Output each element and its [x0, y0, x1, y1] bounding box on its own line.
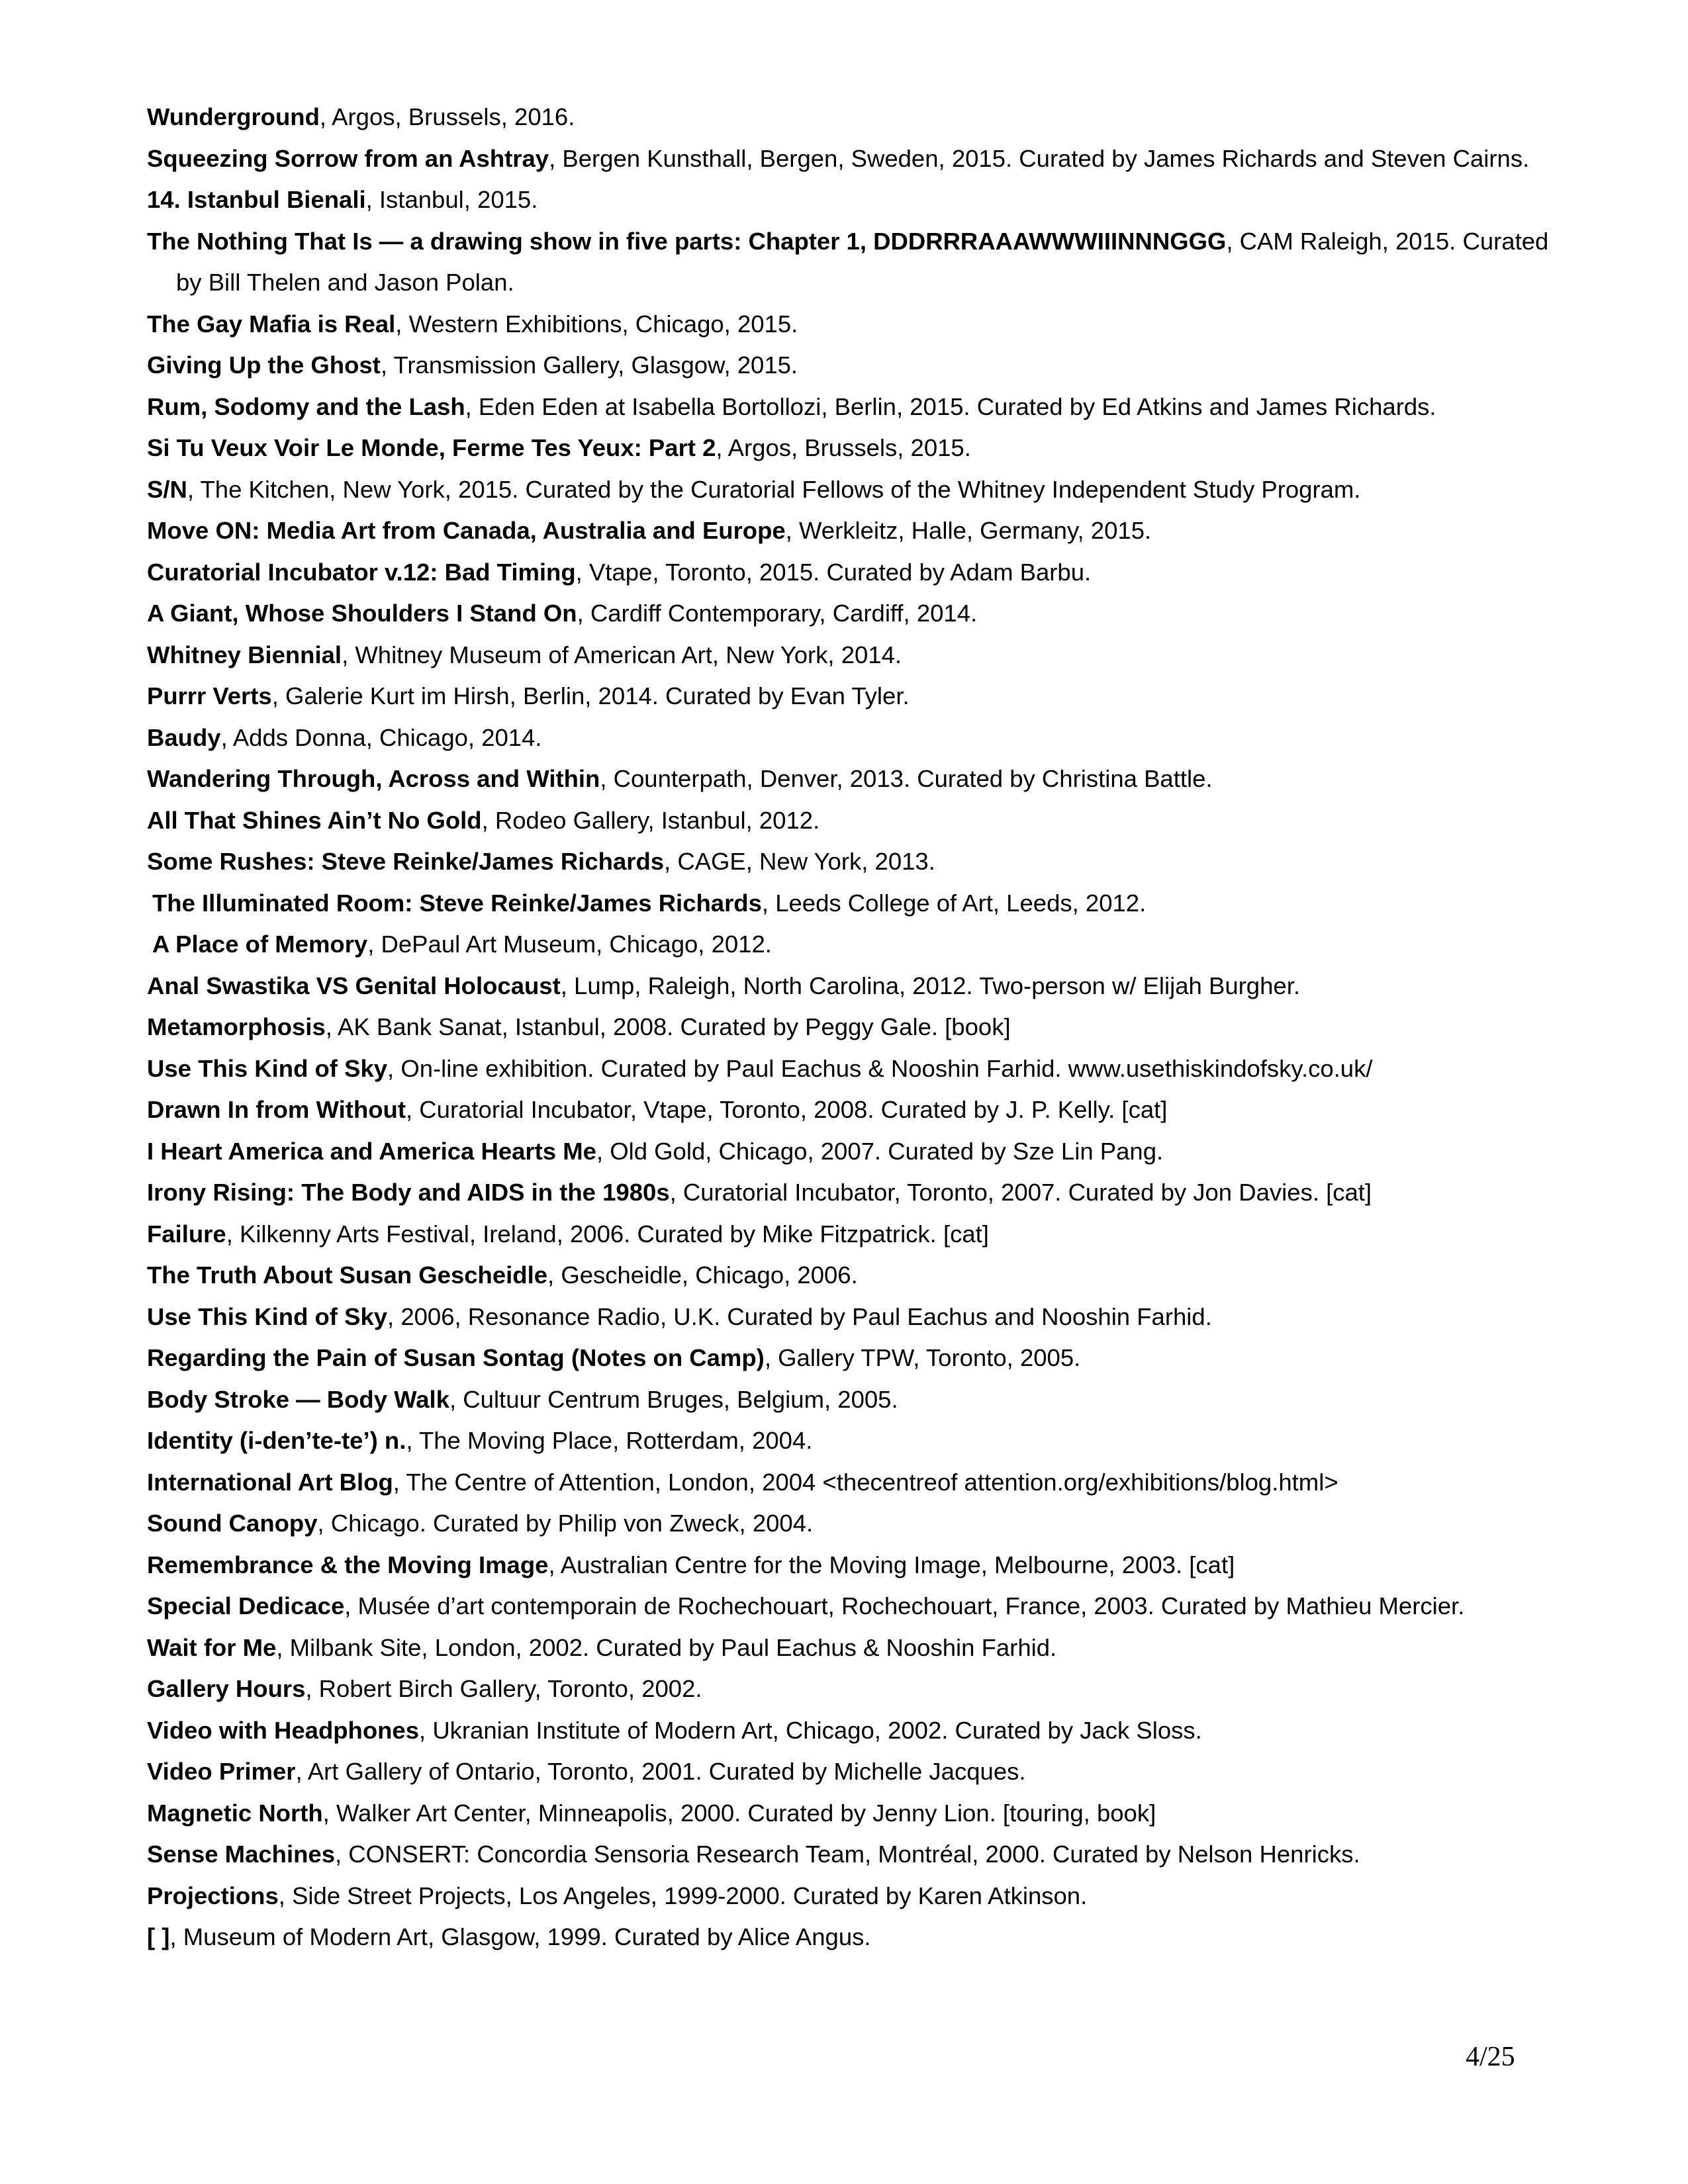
exhibition-details: , Walker Art Center, Minneapolis, 2000. Curated by Jenny Lion. [touring, book] [322, 1799, 1156, 1827]
exhibition-title: Use This Kind of Sky [147, 1302, 388, 1330]
exhibition-title: Anal Swastika VS Genital Holocaust [147, 972, 561, 999]
list-item [147, 1297, 1570, 1338]
exhibition-details: , Side Street Projects, Los Angeles, 1999-2000. Curated by Karen Atkinson. [278, 1882, 1088, 1909]
exhibition-title: The Truth About Susan Gescheidle [147, 1261, 548, 1289]
list-item [147, 1007, 1570, 1048]
list-item [147, 1710, 1570, 1752]
exhibition-title: Magnetic North [147, 1799, 323, 1827]
list-item [147, 1131, 1570, 1173]
exhibition-details: , Milbank Site, London, 2002. Curated by Paul Eachus & Nooshin Farhid. [276, 1633, 1057, 1661]
exhibition-details: , On-line exhibition. Curated by Paul Eachus & Nooshin Farhid. www.usethiskindofsky.co.uk/ [387, 1054, 1373, 1082]
list-item [147, 1420, 1570, 1462]
list-item [147, 1338, 1570, 1379]
exhibition-title: Video Primer [147, 1758, 296, 1785]
list-item [147, 883, 1570, 925]
exhibition-title: Sense Machines [147, 1841, 336, 1868]
list-item [147, 1627, 1570, 1669]
exhibition-details: , Werkleitz, Halle, Germany, 2015. [785, 517, 1152, 544]
list-item [147, 552, 1570, 594]
exhibition-details: , Curatorial Incubator, Toronto, 2007. Curated by Jon Davies. [cat] [669, 1179, 1372, 1206]
exhibition-title: Body Stroke — Body Walk [147, 1385, 449, 1413]
exhibition-details: , Gallery TPW, Toronto, 2005. [764, 1344, 1081, 1371]
list-item [147, 1462, 1570, 1504]
exhibition-details: , Vtape, Toronto, 2015. Curated by Adam Barbu. [575, 558, 1092, 586]
exhibition-title: Purrr Verts [147, 682, 272, 709]
list-item [147, 924, 1570, 966]
exhibition-list [147, 97, 1570, 1958]
exhibition-title: Use This Kind of Sky [147, 1054, 388, 1082]
exhibition-title: A Giant, Whose Shoulders I Stand On [147, 600, 577, 627]
exhibition-details: , Robert Birch Gallery, Toronto, 2002. [305, 1675, 702, 1702]
list-item [147, 510, 1570, 552]
exhibition-title: Identity (i-den’te-te’) n. [147, 1427, 406, 1454]
exhibition-details: , The Kitchen, New York, 2015. Curated by the Curatorial Fellows of the Whitney Independent Study Program. [187, 475, 1361, 503]
exhibition-details: , Cardiff Contemporary, Cardiff, 2014. [577, 600, 978, 627]
exhibition-title: Si Tu Veux Voir Le Monde, Ferme Tes Yeux: Part 2 [147, 434, 716, 461]
exhibition-title: Wait for Me [147, 1633, 277, 1661]
list-item [147, 345, 1570, 387]
exhibition-title: A Place of Memory [152, 931, 368, 958]
exhibition-title: The Nothing That Is — a drawing show in five parts: Chapter 1, DDDRRRAAAWWWIIINNNGGG [147, 227, 1227, 255]
exhibition-title: S/N [147, 475, 187, 503]
exhibition-details: , Whitney Museum of American Art, New York, 2014. [342, 641, 902, 668]
list-item [147, 841, 1570, 883]
exhibition-details: , Cultuur Centrum Bruges, Belgium, 2005. [449, 1385, 898, 1413]
exhibition-title: Sound Canopy [147, 1510, 318, 1537]
list-item [147, 1876, 1570, 1917]
exhibition-details: , Australian Centre for the Moving Image, Melbourne, 2003. [cat] [548, 1551, 1235, 1578]
exhibition-title: [ ] [147, 1923, 170, 1950]
exhibition-details: , Adds Donna, Chicago, 2014. [220, 723, 542, 751]
exhibition-details: , Argos, Brussels, 2015. [716, 434, 971, 461]
list-item [147, 1503, 1570, 1545]
list-item [147, 138, 1570, 180]
exhibition-title: Metamorphosis [147, 1013, 326, 1040]
exhibition-details: , Ukranian Institute of Modern Art, Chicago, 2002. Curated by Jack Sloss. [419, 1716, 1202, 1744]
exhibition-title: Rum, Sodomy and the Lash [147, 392, 465, 420]
exhibition-title: Regarding the Pain of Susan Sontag (Notes on Camp) [147, 1344, 765, 1371]
list-item [147, 758, 1570, 800]
exhibition-title: Move ON: Media Art from Canada, Australia and Europe [147, 517, 786, 544]
exhibition-details: , CAGE, New York, 2013. [664, 848, 935, 875]
exhibition-details: , Old Gold, Chicago, 2007. Curated by Sze Lin Pang. [596, 1137, 1164, 1165]
list-item [147, 1214, 1570, 1255]
list-item [147, 387, 1570, 428]
exhibition-details: , AK Bank Sanat, Istanbul, 2008. Curated by Peggy Gale. [book] [325, 1013, 1011, 1040]
exhibition-details: , Argos, Brussels, 2016. [319, 103, 575, 130]
exhibition-details: , Art Gallery of Ontario, Toronto, 2001. Curated by Michelle Jacques. [295, 1758, 1026, 1785]
exhibition-details: , Eden Eden at Isabella Bortollozi, Berlin, 2015. Curated by Ed Atkins and James Richards. [465, 392, 1436, 420]
exhibition-title: Video with Headphones [147, 1716, 420, 1744]
exhibition-title: Wunderground [147, 103, 320, 130]
list-item [147, 1751, 1570, 1793]
exhibition-title: All That Shines Ain’t No Gold [147, 806, 482, 834]
exhibition-title: Gallery Hours [147, 1675, 306, 1702]
exhibition-title: Failure [147, 1220, 226, 1248]
exhibition-details: , Lump, Raleigh, North Carolina, 2012. Two-person w/ Elijah Burgher. [560, 972, 1300, 999]
exhibition-details: , Western Exhibitions, Chicago, 2015. [395, 310, 798, 338]
exhibition-title: Drawn In from Without [147, 1096, 406, 1123]
exhibition-title: Squeezing Sorrow from an Ashtray [147, 144, 549, 172]
exhibition-title: Special Dedicace [147, 1592, 345, 1619]
list-item [147, 1793, 1570, 1835]
list-item [147, 717, 1570, 759]
exhibition-title: Some Rushes: Steve Reinke/James Richards [147, 848, 665, 875]
exhibition-details: , Curatorial Incubator, Vtape, Toronto, 2008. Curated by J. P. Kelly. [cat] [406, 1096, 1168, 1123]
exhibition-title: Projections [147, 1882, 279, 1909]
exhibition-details: , Istanbul, 2015. [365, 186, 538, 213]
exhibition-title: 14. Istanbul Bienali [147, 186, 366, 213]
list-item [147, 966, 1570, 1007]
list-item [147, 1586, 1570, 1627]
list-item [147, 304, 1570, 345]
list-item [147, 1089, 1570, 1131]
list-item [147, 428, 1570, 469]
exhibition-details: , Rodeo Gallery, Istanbul, 2012. [481, 806, 820, 834]
list-item [147, 97, 1570, 138]
exhibition-details: , Galerie Kurt im Hirsh, Berlin, 2014. Curated by Evan Tyler. [271, 682, 910, 709]
exhibition-details: , Transmission Gallery, Glasgow, 2015. [380, 351, 798, 379]
exhibition-details: , Gescheidle, Chicago, 2006. [547, 1261, 858, 1289]
list-item [147, 221, 1570, 304]
exhibition-details: , 2006, Resonance Radio, U.K. Curated by Paul Eachus and Nooshin Farhid. [387, 1302, 1212, 1330]
exhibition-details: , Leeds College of Art, Leeds, 2012. [761, 889, 1147, 917]
exhibition-title: The Gay Mafia is Real [147, 310, 396, 338]
list-item [147, 593, 1570, 635]
list-item [147, 1668, 1570, 1710]
exhibition-details: , Chicago. Curated by Philip von Zweck, 2004. [317, 1510, 814, 1537]
exhibition-details: , Musée d’art contemporain de Rochechouart, Rochechouart, France, 2003. Curated by Mathieu Mercier. [344, 1592, 1465, 1619]
exhibition-title: Giving Up the Ghost [147, 351, 381, 379]
exhibition-details: , The Centre of Attention, London, 2004 <thecentreof attention.org/exhibitions/blog.html> [393, 1468, 1338, 1496]
exhibition-details: , CONSERT: Concordia Sensoria Research Team, Montréal, 2000. Curated by Nelson Henricks. [335, 1841, 1360, 1868]
exhibition-details: , The Moving Place, Rotterdam, 2004. [406, 1427, 813, 1454]
exhibition-title: International Art Blog [147, 1468, 393, 1496]
exhibition-details: , Museum of Modern Art, Glasgow, 1999. Curated by Alice Angus. [169, 1923, 871, 1950]
page-number: 4/25 [1466, 2042, 1515, 2072]
exhibition-title: Wandering Through, Across and Within [147, 765, 600, 792]
exhibition-title: I Heart America and America Hearts Me [147, 1137, 596, 1165]
exhibition-title: Remembrance & the Moving Image [147, 1551, 549, 1578]
list-item [147, 469, 1570, 511]
exhibition-details: , Kilkenny Arts Festival, Ireland, 2006. Curated by Mike Fitzpatrick. [cat] [226, 1220, 989, 1248]
list-item [147, 1255, 1570, 1297]
list-item [147, 1917, 1570, 1958]
list-item [147, 1379, 1570, 1421]
list-item [147, 800, 1570, 842]
exhibition-title: The Illuminated Room: Steve Reinke/James Richards [152, 889, 762, 917]
exhibition-title: Irony Rising: The Body and AIDS in the 1980s [147, 1179, 670, 1206]
list-item [147, 635, 1570, 676]
list-item [147, 1048, 1570, 1090]
exhibition-title: Whitney Biennial [147, 641, 342, 668]
list-item [147, 1834, 1570, 1876]
exhibition-details: , Counterpath, Denver, 2013. Curated by Christina Battle. [600, 765, 1213, 792]
exhibition-title: Curatorial Incubator v.12: Bad Timing [147, 558, 576, 586]
exhibition-details: , Bergen Kunsthall, Bergen, Sweden, 2015. Curated by James Richards and Steven Cairns. [549, 144, 1530, 172]
exhibition-details: , CAM Raleigh, 2015. Curated by Bill Thelen and Jason Polan. [176, 227, 1549, 296]
list-item [147, 676, 1570, 717]
list-item [147, 1172, 1570, 1214]
list-item [147, 179, 1570, 221]
exhibition-details: , DePaul Art Museum, Chicago, 2012. [367, 931, 772, 958]
exhibition-title: Baudy [147, 723, 221, 751]
list-item [147, 1545, 1570, 1586]
